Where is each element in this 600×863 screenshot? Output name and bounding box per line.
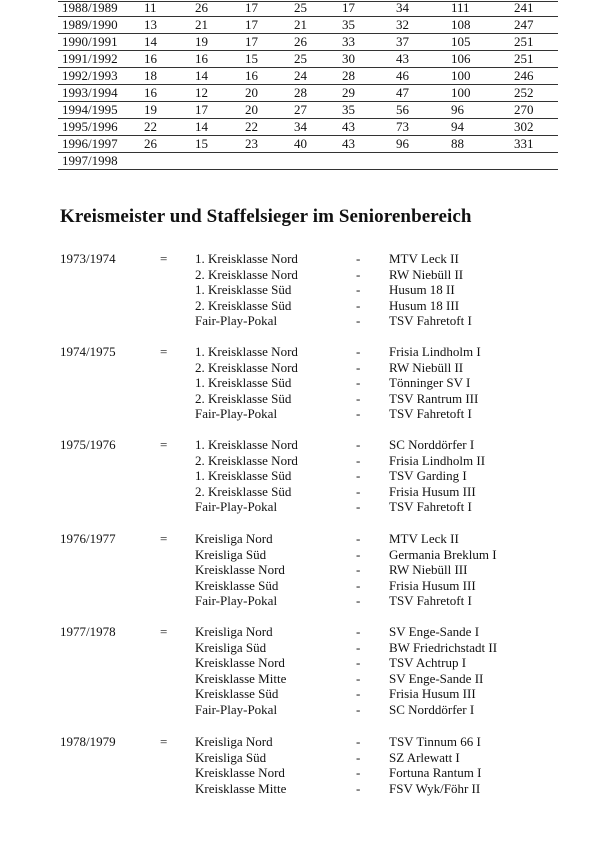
value-cell: 34 <box>294 119 307 134</box>
value-cell: 35 <box>342 102 355 117</box>
list-item <box>0 406 600 422</box>
table-row <box>58 119 558 136</box>
club-name: Frisia Husum III <box>389 686 476 702</box>
dash-separator: - <box>356 344 361 359</box>
value-cell: 25 <box>294 0 307 15</box>
value-cell: 27 <box>294 102 307 117</box>
dash-separator: - <box>356 531 361 546</box>
league-name: Fair-Play-Pokal <box>195 406 278 422</box>
value-cell: 17 <box>245 0 258 15</box>
dash-separator: - <box>356 313 361 329</box>
value-cell: 46 <box>396 68 409 83</box>
list-item <box>0 593 600 609</box>
dash-separator: - <box>356 483 361 499</box>
value-cell: 22 <box>144 119 157 134</box>
dash-separator: - <box>356 593 361 609</box>
list-item <box>0 298 600 314</box>
list-item <box>0 484 600 500</box>
club-name: RW Niebüll II <box>389 359 464 375</box>
value-cell: 100 <box>451 85 471 100</box>
season-cell: 1988/1989 <box>62 0 118 15</box>
league-name: 1. Kreisklasse Süd <box>195 282 292 298</box>
club-name: Husum 18 II <box>389 282 455 298</box>
club-name: FSV Wyk/Föhr II <box>389 780 481 796</box>
league-name: Kreisklasse Mitte <box>195 670 287 686</box>
club-name: Frisia Lindholm II <box>389 452 486 468</box>
club-name: MTV Leck II <box>389 251 459 266</box>
value-cell: 302 <box>514 119 534 134</box>
value-cell: 14 <box>195 68 208 83</box>
club-name: Frisia Lindholm I <box>389 344 481 359</box>
season-cell: 1996/1997 <box>62 136 118 151</box>
club-name: BW Friedrichstadt II <box>389 639 498 655</box>
section-heading: Kreismeister und Staffelsieger im Seniorenbereich <box>60 206 472 227</box>
league-name: 2. Kreisklasse Nord <box>195 359 298 375</box>
value-cell: 21 <box>294 17 307 32</box>
club-name: MTV Leck II <box>389 531 459 546</box>
value-cell: 21 <box>195 17 208 32</box>
club-name: TSV Fahretoft I <box>389 313 472 329</box>
season-year: 1973/1974 <box>60 251 116 266</box>
season-year: 1978/1979 <box>60 734 116 749</box>
league-name: Kreisklasse Süd <box>195 686 279 702</box>
club-name: TSV Achtrup I <box>389 655 467 671</box>
value-cell: 29 <box>342 85 355 100</box>
club-name: Husum 18 III <box>389 297 460 313</box>
club-name: SC Norddörfer I <box>389 437 475 452</box>
dash-separator: - <box>356 749 361 765</box>
value-cell: 88 <box>451 136 464 151</box>
value-cell: 15 <box>195 136 208 151</box>
dash-separator: - <box>356 297 361 313</box>
dash-separator: - <box>356 639 361 655</box>
value-cell: 16 <box>144 85 157 100</box>
league-name: 1. Kreisklasse Nord <box>195 344 298 359</box>
value-cell: 105 <box>451 34 471 49</box>
list-item <box>0 267 600 283</box>
dash-separator: - <box>356 780 361 796</box>
value-cell: 11 <box>144 0 157 15</box>
list-item <box>0 453 600 469</box>
value-cell: 106 <box>451 51 471 66</box>
value-cell: 33 <box>342 34 355 49</box>
club-name: Frisia Husum III <box>389 577 476 593</box>
league-name: 2. Kreisklasse Süd <box>195 483 292 499</box>
league-name: 2. Kreisklasse Süd <box>195 390 292 406</box>
value-cell: 251 <box>514 34 534 49</box>
table-row <box>58 153 558 170</box>
season-cell: 1992/1993 <box>62 68 118 83</box>
club-name: SV Enge-Sande I <box>389 624 480 639</box>
dash-separator: - <box>356 686 361 702</box>
season-year: 1977/1978 <box>60 624 116 639</box>
list-item <box>0 655 600 671</box>
list-item <box>0 562 600 578</box>
value-cell: 17 <box>245 17 258 32</box>
value-cell: 26 <box>195 0 208 15</box>
list-item <box>0 734 600 750</box>
season-cell: 1991/1992 <box>62 51 118 66</box>
value-cell: 35 <box>342 17 355 32</box>
value-cell: 108 <box>451 17 471 32</box>
list-item <box>0 686 600 702</box>
value-cell: 30 <box>342 51 355 66</box>
value-cell: 47 <box>396 85 409 100</box>
list-item <box>0 282 600 298</box>
value-cell: 17 <box>342 0 355 15</box>
dash-separator: - <box>356 562 361 578</box>
season-cell: 1997/1998 <box>62 153 118 168</box>
value-cell: 43 <box>342 136 355 151</box>
dash-separator: - <box>356 701 361 717</box>
value-cell: 14 <box>195 119 208 134</box>
dash-separator: - <box>356 437 361 452</box>
equals-sign: = <box>160 251 168 266</box>
club-name: RW Niebüll III <box>389 562 468 578</box>
equals-sign: = <box>160 624 168 639</box>
list-item <box>0 468 600 484</box>
dash-separator: - <box>356 670 361 686</box>
dash-separator: - <box>356 406 361 422</box>
list-item <box>0 531 600 547</box>
list-item <box>0 437 600 453</box>
dash-separator: - <box>356 655 361 671</box>
table-row <box>58 102 558 119</box>
table-row <box>58 136 558 153</box>
league-name: Kreisklasse Nord <box>195 562 285 578</box>
league-name: 2. Kreisklasse Nord <box>195 266 298 282</box>
value-cell: 246 <box>514 68 534 83</box>
league-name: Kreisklasse Nord <box>195 765 285 781</box>
dash-separator: - <box>356 624 361 639</box>
list-item <box>0 547 600 563</box>
league-name: Kreisklasse Nord <box>195 655 285 671</box>
value-cell: 100 <box>451 68 471 83</box>
value-cell: 56 <box>396 102 409 117</box>
value-cell: 37 <box>396 34 409 49</box>
club-name: TSV Fahretoft I <box>389 406 472 422</box>
club-name: SZ Arlewatt I <box>389 749 460 765</box>
season-year: 1974/1975 <box>60 344 116 359</box>
league-name: Kreisliga Süd <box>195 749 267 765</box>
league-name: 1. Kreisklasse Nord <box>195 251 298 266</box>
dash-separator: - <box>356 375 361 391</box>
value-cell: 15 <box>245 51 258 66</box>
club-name: RW Niebüll II <box>389 266 464 282</box>
value-cell: 16 <box>195 51 208 66</box>
value-cell: 20 <box>245 85 258 100</box>
list-item <box>0 750 600 766</box>
dash-separator: - <box>356 359 361 375</box>
value-cell: 251 <box>514 51 534 66</box>
value-cell: 111 <box>451 0 470 15</box>
list-item <box>0 765 600 781</box>
value-cell: 13 <box>144 17 157 32</box>
list-item <box>0 499 600 515</box>
value-cell: 26 <box>294 34 307 49</box>
club-name: TSV Fahretoft I <box>389 499 472 515</box>
season-year: 1976/1977 <box>60 531 116 546</box>
equals-sign: = <box>160 531 168 546</box>
league-name: Kreisliga Nord <box>195 531 273 546</box>
league-name: Kreisklasse Mitte <box>195 780 287 796</box>
league-name: Kreisliga Nord <box>195 734 273 749</box>
league-name: Kreisliga Nord <box>195 624 273 639</box>
value-cell: 16 <box>144 51 157 66</box>
dash-separator: - <box>356 734 361 749</box>
value-cell: 20 <box>245 102 258 117</box>
season-cell: 1995/1996 <box>62 119 118 134</box>
season-year: 1975/1976 <box>60 437 116 452</box>
value-cell: 270 <box>514 102 534 117</box>
season-cell: 1994/1995 <box>62 102 118 117</box>
equals-sign: = <box>160 344 168 359</box>
league-name: Fair-Play-Pokal <box>195 499 278 515</box>
club-name: Fortuna Rantum I <box>389 765 482 781</box>
dash-separator: - <box>356 468 361 484</box>
league-name: Fair-Play-Pokal <box>195 593 278 609</box>
value-cell: 23 <box>245 136 258 151</box>
table-row <box>58 34 558 51</box>
league-name: Fair-Play-Pokal <box>195 701 278 717</box>
value-cell: 40 <box>294 136 307 151</box>
value-cell: 16 <box>245 68 258 83</box>
value-cell: 34 <box>396 0 409 15</box>
value-cell: 19 <box>195 34 208 49</box>
dash-separator: - <box>356 577 361 593</box>
dash-separator: - <box>356 765 361 781</box>
value-cell: 12 <box>195 85 208 100</box>
league-name: 1. Kreisklasse Nord <box>195 437 298 452</box>
season-cell: 1990/1991 <box>62 34 118 49</box>
equals-sign: = <box>160 437 168 452</box>
value-cell: 252 <box>514 85 534 100</box>
club-name: SC Norddörfer I <box>389 701 475 717</box>
dash-separator: - <box>356 282 361 298</box>
value-cell: 19 <box>144 102 157 117</box>
list-item <box>0 640 600 656</box>
value-cell: 32 <box>396 17 409 32</box>
dash-separator: - <box>356 390 361 406</box>
league-name: 1. Kreisklasse Süd <box>195 468 292 484</box>
club-name: Germania Breklum I <box>389 546 497 562</box>
list-item <box>0 578 600 594</box>
value-cell: 73 <box>396 119 409 134</box>
value-cell: 22 <box>245 119 258 134</box>
list-item <box>0 391 600 407</box>
value-cell: 28 <box>294 85 307 100</box>
equals-sign: = <box>160 734 168 749</box>
league-name: Kreisliga Süd <box>195 546 267 562</box>
list-item <box>0 313 600 329</box>
value-cell: 94 <box>451 119 464 134</box>
value-cell: 17 <box>195 102 208 117</box>
list-item <box>0 344 600 360</box>
table-row <box>58 85 558 102</box>
league-name: Kreisklasse Süd <box>195 577 279 593</box>
value-cell: 17 <box>245 34 258 49</box>
club-name: Tönninger SV I <box>389 375 471 391</box>
league-name: 2. Kreisklasse Nord <box>195 452 298 468</box>
league-name: 1. Kreisklasse Süd <box>195 375 292 391</box>
value-cell: 43 <box>342 119 355 134</box>
table-row <box>58 51 558 68</box>
value-cell: 18 <box>144 68 157 83</box>
value-cell: 24 <box>294 68 307 83</box>
table-row <box>58 0 558 17</box>
list-item <box>0 781 600 797</box>
club-name: Frisia Husum III <box>389 483 476 499</box>
list-item <box>0 702 600 718</box>
club-name: TSV Fahretoft I <box>389 593 472 609</box>
value-cell: 241 <box>514 0 534 15</box>
value-cell: 247 <box>514 17 534 32</box>
value-cell: 96 <box>396 136 409 151</box>
list-item <box>0 671 600 687</box>
list-item <box>0 375 600 391</box>
league-name: Kreisliga Süd <box>195 639 267 655</box>
value-cell: 28 <box>342 68 355 83</box>
value-cell: 43 <box>396 51 409 66</box>
league-name: 2. Kreisklasse Süd <box>195 297 292 313</box>
statistics-table <box>58 0 558 170</box>
season-cell: 1993/1994 <box>62 85 118 100</box>
value-cell: 96 <box>451 102 464 117</box>
dash-separator: - <box>356 546 361 562</box>
league-name: Fair-Play-Pokal <box>195 313 278 329</box>
value-cell: 26 <box>144 136 157 151</box>
dash-separator: - <box>356 266 361 282</box>
dash-separator: - <box>356 499 361 515</box>
dash-separator: - <box>356 251 361 266</box>
list-item <box>0 360 600 376</box>
value-cell: 25 <box>294 51 307 66</box>
club-name: SV Enge-Sande II <box>389 670 484 686</box>
club-name: TSV Tinnum 66 I <box>389 734 481 749</box>
table-row <box>58 17 558 34</box>
value-cell: 331 <box>514 136 534 151</box>
value-cell: 14 <box>144 34 157 49</box>
club-name: TSV Rantrum III <box>389 390 479 406</box>
table-row <box>58 68 558 85</box>
season-cell: 1989/1990 <box>62 17 118 32</box>
list-item <box>0 624 600 640</box>
dash-separator: - <box>356 452 361 468</box>
club-name: TSV Garding I <box>389 468 467 484</box>
list-item <box>0 251 600 267</box>
